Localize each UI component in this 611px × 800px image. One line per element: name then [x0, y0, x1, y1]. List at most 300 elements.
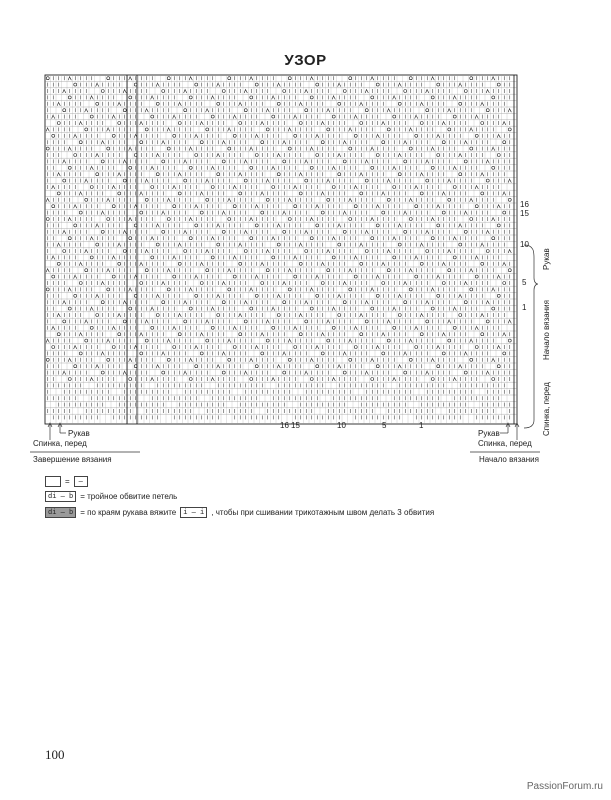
- yarn-over-mark: [409, 358, 412, 361]
- yarn-over-mark: [475, 205, 478, 208]
- decrease-mark: [266, 108, 269, 112]
- yarn-over-mark: [459, 102, 462, 105]
- yarn-over-mark: [250, 307, 253, 310]
- decrease-mark: [101, 211, 104, 215]
- decrease-mark: [85, 319, 88, 323]
- yarn-over-mark: [96, 102, 99, 105]
- decrease-mark: [310, 217, 313, 221]
- yarn-over-mark: [112, 275, 115, 278]
- decrease-mark: [156, 364, 159, 368]
- yarn-over-mark: [398, 173, 401, 176]
- decrease-mark: [101, 140, 104, 144]
- decrease-mark: [283, 211, 286, 215]
- yarn-over-mark: [349, 147, 352, 150]
- yarn-over-mark: [508, 339, 511, 342]
- yarn-over-mark: [79, 282, 82, 285]
- decrease-mark: [310, 287, 313, 291]
- decrease-mark: [112, 326, 115, 330]
- yarn-over-mark: [294, 346, 297, 349]
- decrease-mark: [189, 287, 192, 291]
- decrease-mark: [206, 179, 209, 183]
- decrease-mark: [338, 83, 341, 87]
- yarn-over-mark: [305, 109, 308, 112]
- yarn-over-mark: [354, 134, 357, 137]
- decrease-mark: [354, 255, 357, 259]
- decrease-mark: [305, 300, 308, 304]
- yarn-over-mark: [145, 198, 148, 201]
- stitch-number-16: 16: [280, 421, 289, 430]
- decrease-mark: [277, 223, 280, 227]
- decrease-mark: [74, 134, 77, 138]
- yarn-over-mark: [211, 186, 214, 189]
- yarn-over-mark: [178, 192, 181, 195]
- yarn-over-mark: [431, 166, 434, 169]
- yarn-over-mark: [354, 205, 357, 208]
- decrease-mark: [96, 223, 99, 227]
- yarn-over-mark: [305, 320, 308, 323]
- yarn-over-mark: [250, 96, 253, 99]
- yarn-over-mark: [365, 179, 368, 182]
- decrease-mark: [255, 204, 258, 208]
- yarn-over-mark: [129, 96, 132, 99]
- decrease-mark: [475, 326, 478, 330]
- decrease-mark: [189, 358, 192, 362]
- decrease-mark: [332, 166, 335, 170]
- decrease-mark: [233, 326, 236, 330]
- decrease-mark: [448, 249, 451, 253]
- yarn-over-mark: [470, 288, 473, 291]
- decrease-mark: [393, 166, 396, 170]
- decrease-mark: [415, 115, 418, 119]
- decrease-mark: [200, 332, 203, 336]
- yarn-over-mark: [195, 154, 198, 157]
- decrease-mark: [327, 249, 330, 253]
- yarn-over-mark: [475, 275, 478, 278]
- yarn-over-mark: [156, 102, 159, 105]
- yarn-over-mark: [332, 186, 335, 189]
- chart-title: УЗОР: [284, 52, 327, 69]
- yarn-over-mark: [57, 333, 60, 336]
- yarn-over-mark: [162, 230, 165, 233]
- yarn-over-mark: [211, 256, 214, 259]
- decrease-mark: [46, 198, 49, 202]
- yarn-over-mark: [376, 294, 379, 297]
- decrease-mark: [233, 115, 236, 119]
- decrease-mark: [156, 223, 159, 227]
- yarn-over-mark: [250, 166, 253, 169]
- yarn-over-mark: [195, 294, 198, 297]
- yarn-over-mark: [321, 352, 324, 355]
- decrease-mark: [343, 281, 346, 285]
- decrease-mark: [387, 319, 390, 323]
- yarn-over-mark: [299, 122, 302, 125]
- decrease-mark: [140, 262, 143, 266]
- decrease-mark: [464, 351, 467, 355]
- decrease-mark: [250, 76, 253, 80]
- decrease-mark: [266, 319, 269, 323]
- yarn-over-mark: [52, 275, 55, 278]
- yarn-over-mark: [371, 166, 374, 169]
- yarn-over-mark: [332, 115, 335, 118]
- yarn-over-mark: [420, 192, 423, 195]
- decrease-mark: [189, 147, 192, 151]
- yarn-over-mark: [195, 83, 198, 86]
- decrease-mark: [162, 281, 165, 285]
- decrease-mark: [453, 236, 456, 240]
- yarn-over-mark: [233, 346, 236, 349]
- decrease-mark: [63, 89, 66, 93]
- decrease-mark: [349, 268, 352, 272]
- decrease-mark: [217, 153, 220, 157]
- decrease-mark: [343, 351, 346, 355]
- chart-border: [45, 75, 517, 424]
- decrease-mark: [371, 76, 374, 80]
- yarn-over-mark: [272, 115, 275, 118]
- decrease-mark: [310, 76, 313, 80]
- yarn-over-mark: [140, 282, 143, 285]
- yarn-over-mark: [85, 339, 88, 342]
- decrease-mark: [90, 236, 93, 240]
- decrease-mark: [426, 300, 429, 304]
- decrease-mark: [409, 198, 412, 202]
- decrease-mark: [74, 204, 77, 208]
- yarn-over-mark: [426, 320, 429, 323]
- yarn-over-mark: [184, 320, 187, 323]
- yarn-over-mark: [222, 301, 225, 304]
- decrease-mark: [52, 255, 55, 259]
- decrease-mark: [492, 217, 495, 221]
- decrease-mark: [376, 275, 379, 279]
- decrease-mark: [376, 345, 379, 349]
- decrease-mark: [74, 275, 77, 279]
- yarn-over-mark: [68, 96, 71, 99]
- yarn-over-mark: [217, 314, 220, 317]
- decrease-mark: [211, 307, 214, 311]
- decrease-mark: [261, 262, 264, 266]
- decrease-mark: [316, 204, 319, 208]
- left-sleeve-label: Рукав: [68, 429, 90, 438]
- yarn-over-mark: [178, 122, 181, 125]
- legend-row-1: [45, 476, 88, 487]
- yarn-over-mark: [123, 250, 126, 253]
- decrease-mark: [305, 159, 308, 163]
- decrease-mark: [261, 191, 264, 195]
- yarn-over-mark: [189, 166, 192, 169]
- decrease-mark: [244, 230, 247, 234]
- decrease-mark: [277, 294, 280, 298]
- yarn-over-mark: [96, 314, 99, 317]
- yarn-over-mark: [112, 346, 115, 349]
- decrease-mark: [272, 95, 275, 99]
- yarn-over-mark: [90, 186, 93, 189]
- decrease-mark: [145, 319, 148, 323]
- decrease-mark: [96, 153, 99, 157]
- legend-row-2: [45, 491, 177, 502]
- decrease-mark: [195, 345, 198, 349]
- yarn-over-mark: [145, 269, 148, 272]
- yarn-over-mark: [79, 141, 82, 144]
- yarn-over-mark: [167, 147, 170, 150]
- yarn-over-mark: [387, 128, 390, 131]
- decrease-mark: [464, 211, 467, 215]
- yarn-over-mark: [217, 243, 220, 246]
- decrease-mark: [327, 108, 330, 112]
- yarn-over-mark: [195, 224, 198, 227]
- decrease-mark: [365, 159, 368, 163]
- decrease-mark: [459, 223, 462, 227]
- decrease-mark: [371, 147, 374, 151]
- yarn-over-mark: [464, 160, 467, 163]
- decrease-mark: [332, 307, 335, 311]
- yarn-over-mark: [244, 320, 247, 323]
- yarn-over-mark: [349, 288, 352, 291]
- yarn-over-mark: [145, 339, 148, 342]
- yarn-over-mark: [101, 371, 104, 374]
- decrease-mark: [321, 121, 324, 125]
- decrease-mark: [453, 95, 456, 99]
- yarn-over-mark: [481, 333, 484, 336]
- decrease-mark: [481, 243, 484, 247]
- decrease-mark: [173, 115, 176, 119]
- decrease-mark: [167, 127, 170, 131]
- decrease-mark: [387, 179, 390, 183]
- yarn-over-mark: [211, 326, 214, 329]
- yarn-over-mark: [46, 77, 49, 80]
- decrease-mark: [398, 223, 401, 227]
- yarn-over-mark: [327, 198, 330, 201]
- yarn-over-mark: [118, 192, 121, 195]
- stitch-number-10: 10: [337, 421, 346, 430]
- yarn-over-mark: [431, 237, 434, 240]
- yarn-over-mark: [222, 90, 225, 93]
- yarn-over-mark: [470, 77, 473, 80]
- yarn-over-mark: [382, 352, 385, 355]
- decrease-mark: [123, 159, 126, 163]
- yarn-over-mark: [415, 205, 418, 208]
- legend-dash-symbol: —: [74, 476, 88, 487]
- yarn-over-mark: [239, 122, 242, 125]
- decrease-mark: [420, 243, 423, 247]
- decrease-mark: [299, 172, 302, 176]
- yarn-over-mark: [129, 307, 132, 310]
- decrease-mark: [272, 377, 275, 381]
- yarn-over-mark: [140, 141, 143, 144]
- decrease-mark: [492, 287, 495, 291]
- yarn-over-mark: [382, 211, 385, 214]
- yarn-over-mark: [321, 211, 324, 214]
- yarn-over-mark: [74, 83, 77, 86]
- decrease-mark: [90, 166, 93, 170]
- yarn-over-mark: [283, 160, 286, 163]
- decrease-mark: [118, 313, 121, 317]
- yarn-over-mark: [151, 256, 154, 259]
- decrease-mark: [371, 217, 374, 221]
- row-number-16: 16: [520, 200, 529, 209]
- yarn-over-mark: [437, 154, 440, 157]
- yarn-over-mark: [162, 301, 165, 304]
- yarn-over-mark: [376, 83, 379, 86]
- yarn-over-mark: [404, 301, 407, 304]
- yarn-over-mark: [283, 230, 286, 233]
- decrease-mark: [140, 332, 143, 336]
- decrease-mark: [112, 185, 115, 189]
- yarn-over-mark: [266, 198, 269, 201]
- decrease-mark: [46, 268, 49, 272]
- yarn-over-mark: [393, 186, 396, 189]
- decrease-mark: [305, 371, 308, 375]
- decrease-mark: [431, 217, 434, 221]
- yarn-over-mark: [360, 192, 363, 195]
- decrease-mark: [239, 102, 242, 106]
- decrease-mark: [409, 127, 412, 131]
- decrease-mark: [101, 351, 104, 355]
- yarn-over-mark: [156, 173, 159, 176]
- decrease-mark: [448, 179, 451, 183]
- yarn-over-mark: [294, 134, 297, 137]
- stitch-number-5: 5: [382, 421, 387, 430]
- decrease-mark: [107, 339, 110, 343]
- decrease-mark: [316, 345, 319, 349]
- decrease-mark: [310, 147, 313, 151]
- yarn-over-mark: [365, 250, 368, 253]
- decrease-mark: [332, 95, 335, 99]
- yarn-over-mark: [277, 102, 280, 105]
- yarn-over-mark: [310, 96, 313, 99]
- decrease-mark: [68, 287, 71, 291]
- decrease-mark: [272, 166, 275, 170]
- yarn-over-mark: [503, 211, 506, 214]
- decrease-mark: [244, 371, 247, 375]
- yarn-over-mark: [107, 288, 110, 291]
- stitch-number-15: 15: [291, 421, 300, 430]
- yarn-over-mark: [184, 250, 187, 253]
- decrease-mark: [492, 147, 495, 151]
- decrease-mark: [228, 127, 231, 131]
- decrease-mark: [459, 153, 462, 157]
- decrease-mark: [112, 255, 115, 259]
- decrease-mark: [288, 198, 291, 202]
- decrease-mark: [398, 83, 401, 87]
- yarn-over-mark: [167, 288, 170, 291]
- decrease-mark: [156, 153, 159, 157]
- yarn-over-mark: [398, 102, 401, 105]
- decrease-mark: [360, 313, 363, 317]
- decrease-mark: [123, 89, 126, 93]
- decrease-mark: [63, 230, 66, 234]
- yarn-over-mark: [233, 205, 236, 208]
- yarn-over-mark: [228, 218, 231, 221]
- yarn-over-mark: [112, 205, 115, 208]
- yarn-over-mark: [68, 237, 71, 240]
- decrease-mark: [118, 172, 121, 176]
- yarn-over-mark: [46, 288, 49, 291]
- yarn-over-mark: [46, 218, 49, 221]
- yarn-over-mark: [228, 147, 231, 150]
- yarn-over-mark: [376, 365, 379, 368]
- yarn-over-mark: [162, 160, 165, 163]
- yarn-over-mark: [349, 358, 352, 361]
- yarn-over-mark: [349, 218, 352, 221]
- yarn-over-mark: [497, 294, 500, 297]
- yarn-over-mark: [288, 358, 291, 361]
- page-number: 100: [45, 747, 65, 762]
- decrease-mark: [129, 217, 132, 221]
- yarn-over-mark: [195, 365, 198, 368]
- yarn-over-mark: [68, 307, 71, 310]
- decrease-mark: [217, 83, 220, 87]
- yarn-over-mark: [217, 102, 220, 105]
- decrease-mark: [222, 351, 225, 355]
- yarn-over-mark: [497, 224, 500, 227]
- yarn-over-mark: [437, 294, 440, 297]
- yarn-over-mark: [46, 147, 49, 150]
- yarn-over-mark: [123, 109, 126, 112]
- decrease-mark: [140, 121, 143, 125]
- yarn-over-mark: [250, 378, 253, 381]
- yarn-over-mark: [255, 224, 258, 227]
- decrease-mark: [277, 83, 280, 87]
- decrease-mark: [464, 140, 467, 144]
- yarn-over-mark: [508, 198, 511, 201]
- yarn-over-mark: [409, 288, 412, 291]
- yarn-over-mark: [90, 326, 93, 329]
- yarn-over-mark: [508, 128, 511, 131]
- yarn-over-mark: [167, 77, 170, 80]
- decrease-mark: [371, 358, 374, 362]
- decrease-mark: [481, 102, 484, 106]
- yarn-over-mark: [475, 346, 478, 349]
- decrease-mark: [486, 159, 489, 163]
- decrease-mark: [420, 172, 423, 176]
- decrease-mark: [332, 377, 335, 381]
- decrease-mark: [486, 89, 489, 93]
- yarn-over-mark: [277, 173, 280, 176]
- decrease-mark: [453, 377, 456, 381]
- decrease-mark: [453, 307, 456, 311]
- decrease-mark: [162, 211, 165, 215]
- yarn-over-mark: [283, 301, 286, 304]
- decrease-mark: [393, 307, 396, 311]
- yarn-over-mark: [239, 262, 242, 265]
- yarn-over-mark: [129, 378, 132, 381]
- yarn-over-mark: [343, 301, 346, 304]
- decrease-mark: [57, 172, 60, 176]
- decrease-mark: [178, 102, 181, 106]
- decrease-mark: [426, 371, 429, 375]
- decrease-mark: [112, 115, 115, 119]
- yarn-over-mark: [189, 96, 192, 99]
- decrease-mark: [338, 364, 341, 368]
- yarn-over-mark: [338, 102, 341, 105]
- decrease-mark: [497, 275, 500, 279]
- decrease-mark: [217, 364, 220, 368]
- right-body-label: Спинка, перед: [478, 439, 532, 448]
- yarn-over-mark: [200, 282, 203, 285]
- yarn-over-mark: [261, 282, 264, 285]
- yarn-over-mark: [365, 109, 368, 112]
- decrease-mark: [497, 345, 500, 349]
- yarn-over-mark: [283, 371, 286, 374]
- yarn-over-mark: [475, 134, 478, 137]
- decrease-mark: [107, 198, 110, 202]
- yarn-over-mark: [343, 90, 346, 93]
- decrease-mark: [426, 230, 429, 234]
- yarn-over-mark: [343, 160, 346, 163]
- decrease-mark: [250, 358, 253, 362]
- decrease-mark: [415, 255, 418, 259]
- decrease-mark: [360, 102, 363, 106]
- decrease-mark: [74, 345, 77, 349]
